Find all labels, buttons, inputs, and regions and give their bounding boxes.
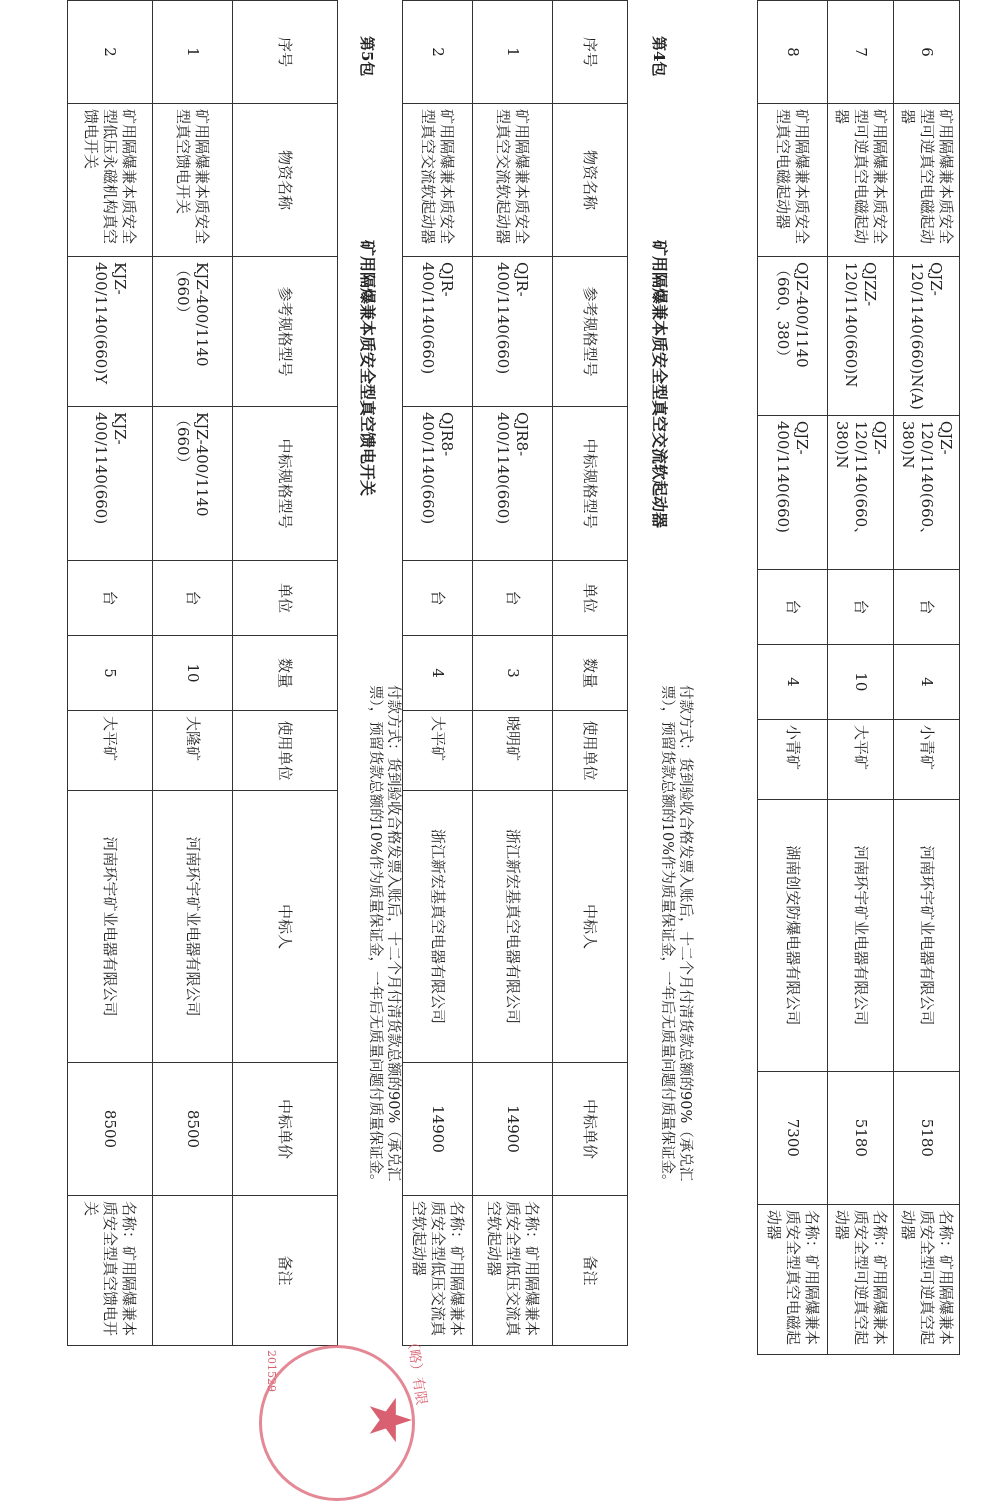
header-no: 序号: [233, 1, 338, 104]
cell-qty: 4: [403, 636, 473, 711]
top-table: [757, 0, 960, 1355]
cell-no: 2: [403, 1, 473, 104]
seal-code: 201529: [265, 1350, 278, 1392]
cell-bid-model: QJZ-400/1140(660): [758, 415, 828, 569]
table-row: [758, 1, 828, 1355]
cell-bid-model: QJZ-120/1140(660、380)N: [828, 415, 894, 569]
cell-ref-model: KJZ-400/1140(660)Y: [68, 257, 153, 407]
cell-name: 矿用隔爆兼本质安全型真空电磁起动器: [758, 104, 828, 257]
header-bid-model: 中标规格型号: [553, 407, 628, 561]
cell-ref-model: KJZ-400/1140（660）: [153, 257, 233, 407]
cell-bid-model: QJR8-400/1140(660): [403, 407, 473, 561]
cell-user: 大平矿: [403, 711, 473, 791]
cell-remark: 名称：矿用隔爆兼本质安全型可逆真空起动器: [828, 1204, 894, 1354]
cell-ref-model: QJR-400/1140(660): [473, 257, 553, 407]
cell-unit: 台: [473, 561, 553, 636]
header-qty: 数量: [233, 636, 338, 711]
header-unit: 单位: [553, 561, 628, 636]
cell-user: 大平矿: [68, 711, 153, 791]
cell-winner: 浙江新宏基真空电器有限公司: [473, 791, 553, 1063]
cell-price: 5180: [894, 1071, 960, 1204]
cell-winner: 河南环宇矿业电器有限公司: [68, 791, 153, 1063]
table-header-row: [553, 1, 628, 1346]
package5-label: 第5包: [358, 36, 376, 77]
cell-no: 8: [758, 1, 828, 104]
cell-unit: 台: [68, 561, 153, 636]
package5-table: [67, 0, 338, 1346]
cell-unit: 台: [403, 561, 473, 636]
cell-price: 8500: [68, 1063, 153, 1196]
table-header-row: [233, 1, 338, 1346]
cell-qty: 4: [758, 644, 828, 719]
cell-qty: 10: [828, 644, 894, 719]
table-row: [153, 1, 233, 1346]
header-ref-model: 参考规格型号: [233, 257, 338, 407]
cell-winner: 河南环宇矿业电器有限公司: [153, 791, 233, 1063]
cell-ref-model: QJZZ-120/1140(660)N: [828, 257, 894, 416]
cell-ref-model: QJZ-120/1140(660)N(A): [894, 257, 960, 416]
header-ref-model: 参考规格型号: [553, 257, 628, 407]
cell-user: 小青矿: [758, 719, 828, 799]
table-row: [403, 1, 473, 1346]
cell-remark: 名称：矿用隔爆兼本质安全型真空馈电开关: [68, 1196, 153, 1346]
cell-unit: 台: [894, 569, 960, 644]
table-row: [828, 1, 894, 1355]
cell-remark: 名称：矿用隔爆兼本质安全型低压交流真空软起动器: [403, 1196, 473, 1346]
cell-no: 2: [68, 1, 153, 104]
cell-bid-model: QJZ-120/1140(660、380)N: [894, 415, 960, 569]
package5-title: 矿用隔爆兼本质安全型真空馈电开关: [358, 240, 377, 497]
package4-payment: 付款方式：货到验收合格发票入账后，十二个月付清货款总额的90%（承兑汇票），预留货款总额的10%作为质量保证金，一年后无质量问题付质量保证金。: [659, 685, 693, 1189]
package4-table: [402, 0, 628, 1346]
cell-winner: 河南环宇矿业电器有限公司: [894, 799, 960, 1071]
header-name: 物资名称: [553, 104, 628, 257]
cell-unit: 台: [828, 569, 894, 644]
header-price: 中标单价: [233, 1063, 338, 1196]
cell-name: 矿用隔爆兼本质安全型可逆真空电磁起动器: [894, 104, 960, 257]
cell-remark: [153, 1196, 233, 1346]
cell-user: 大隆矿: [153, 711, 233, 791]
cell-price: 5180: [828, 1071, 894, 1204]
cell-remark: 名称：矿用隔爆兼本质安全型真空电磁起动器: [758, 1204, 828, 1354]
header-price: 中标单价: [553, 1063, 628, 1196]
header-unit: 单位: [233, 561, 338, 636]
cell-price: 14900: [403, 1063, 473, 1196]
cell-ref-model: QJR-400/1140(660): [403, 257, 473, 407]
cell-price: 7300: [758, 1071, 828, 1204]
header-remark: 备注: [553, 1196, 628, 1346]
table-row: [473, 1, 553, 1346]
cell-user: 大平矿: [828, 719, 894, 799]
cell-bid-model: KJZ-400/1140（660）: [153, 407, 233, 561]
cell-user: 晓明矿: [473, 711, 553, 791]
cell-name: 矿用隔爆兼本质安全型低压永磁机构真空馈电开关: [68, 104, 153, 257]
header-user: 使用单位: [553, 711, 628, 791]
header-winner: 中标人: [233, 791, 338, 1063]
cell-remark: 名称：矿用隔爆兼本质安全型可逆真空起动器: [894, 1204, 960, 1354]
cell-user: 小青矿: [894, 719, 960, 799]
cell-remark: 名称：矿用隔爆兼本质安全型低压交流真空软起动器: [473, 1196, 553, 1346]
cell-bid-model: KJZ-400/1140(660): [68, 407, 153, 561]
cell-no: 6: [894, 1, 960, 104]
header-user: 使用单位: [233, 711, 338, 791]
cell-winner: 河南环宇矿业电器有限公司: [828, 799, 894, 1071]
cell-name: 矿用隔爆兼本质安全型真空交流软起动器: [473, 104, 553, 257]
cell-winner: 湖南创安防爆电器有限公司: [758, 799, 828, 1071]
header-bid-model: 中标规格型号: [233, 407, 338, 561]
cell-qty: 4: [894, 644, 960, 719]
cell-no: 1: [473, 1, 553, 104]
cell-qty: 5: [68, 636, 153, 711]
table-row: [894, 1, 960, 1355]
package4-title: 矿用隔爆兼本质安全型真空交流软起动器: [650, 240, 669, 529]
header-name: 物资名称: [233, 104, 338, 257]
header-no: 序号: [553, 1, 628, 104]
package4-label: 第4包: [650, 36, 668, 77]
seal-text: （略）有限: [403, 1334, 430, 1407]
cell-winner: 浙江新宏基真空电器有限公司: [403, 791, 473, 1063]
package5-payment: 付款方式：货到验收合格发票入账后，十二个月付清货款总额的90%（承兑汇票），预留货款总额的10%作为质量保证金，一年后无质量问题付质量保证金。: [367, 685, 401, 1189]
cell-qty: 10: [153, 636, 233, 711]
cell-ref-model: QJZ-400/1140（660、380）: [758, 257, 828, 416]
seal-star-icon: ★: [356, 1394, 424, 1446]
cell-name: 矿用隔爆兼本质安全型真空交流软起动器: [403, 104, 473, 257]
cell-unit: 台: [153, 561, 233, 636]
header-remark: 备注: [233, 1196, 338, 1346]
cell-no: 1: [153, 1, 233, 104]
cell-name: 矿用隔爆兼本质安全型真空馈电开关: [153, 104, 233, 257]
header-qty: 数量: [553, 636, 628, 711]
cell-qty: 3: [473, 636, 553, 711]
cell-price: 14900: [473, 1063, 553, 1196]
cell-price: 8500: [153, 1063, 233, 1196]
header-winner: 中标人: [553, 791, 628, 1063]
cell-name: 矿用隔爆兼本质安全型可逆真空电磁起动器: [828, 104, 894, 257]
cell-bid-model: QJR8-400/1140(660): [473, 407, 553, 561]
cell-no: 7: [828, 1, 894, 104]
table-row: [68, 1, 153, 1346]
cell-unit: 台: [758, 569, 828, 644]
